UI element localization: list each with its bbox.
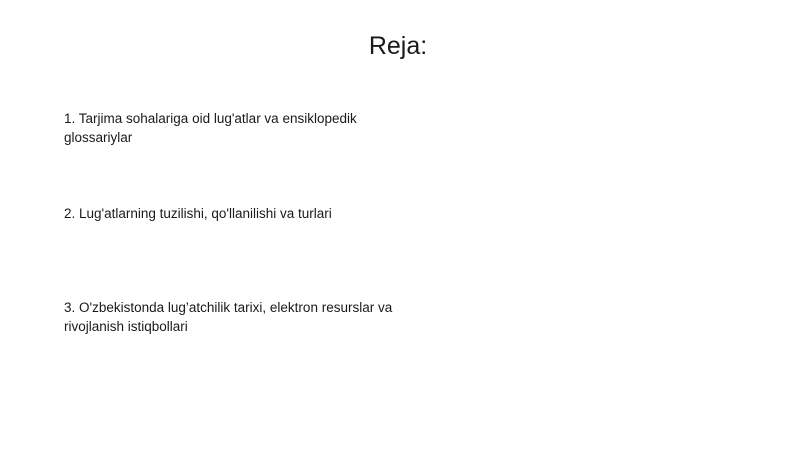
plan-item-1: 1. Tarjima sohalariga oid lug'atlar va ensiklopedik glossariylar <box>64 111 357 145</box>
plan-item-3: 3. O'zbekistonda lug’atchilik tarixi, elektron resurslar va rivojlanish istiqbollari <box>64 300 393 334</box>
slide-title: Reja: <box>368 32 428 60</box>
plan-item-2: 2. Lug'atlarning tuzilishi, qo'llanilishi va turlari <box>64 206 332 221</box>
